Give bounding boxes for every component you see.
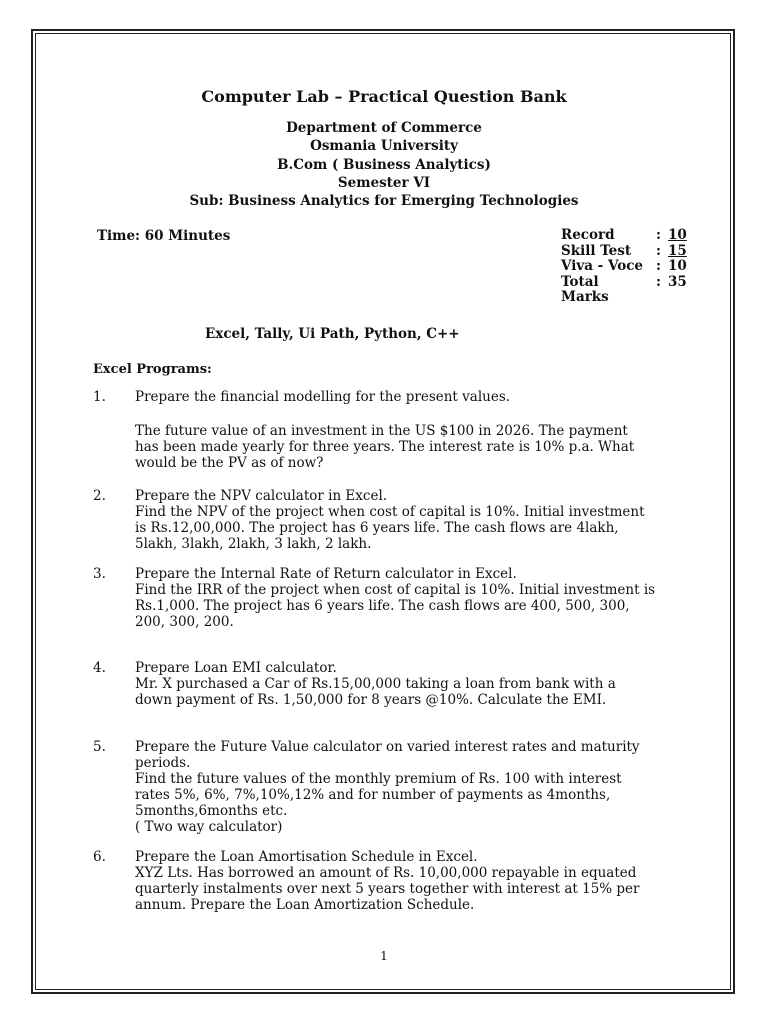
question-line: would be the PV as of now? xyxy=(135,455,324,471)
page-number: 1 xyxy=(380,949,388,963)
marks-separator: : xyxy=(656,258,661,274)
marks-row xyxy=(561,244,687,260)
marks-label: Total xyxy=(561,273,599,290)
question-line: periods. xyxy=(135,755,191,771)
question-line: down payment of Rs. 1,50,000 for 8 years @10%. Calculate the EMI. xyxy=(135,692,607,708)
question-line: XYZ Lts. Has borrowed an amount of Rs. 10,00,000 repayable in equated xyxy=(135,865,637,881)
question-line: annum. Prepare the Loan Amortization Schedule. xyxy=(135,897,475,913)
question-body xyxy=(135,739,675,835)
question-line: Prepare the Future Value calculator on varied interest rates and maturity xyxy=(135,739,640,755)
marks-value: 10 xyxy=(668,258,687,274)
marks-label: Marks xyxy=(561,289,609,305)
marks-label: Viva - Voce xyxy=(561,258,644,274)
header-department: Department of Commerce xyxy=(286,120,482,136)
question-number: 2. xyxy=(93,488,106,504)
question-line: 5months,6months etc. xyxy=(135,803,288,819)
question-line: Find the IRR of the project when cost of capital is 10%. Initial investment is xyxy=(135,582,656,598)
course-header xyxy=(0,119,768,210)
question-line: Prepare the NPV calculator in Excel. xyxy=(135,488,388,504)
question-line: Prepare the Loan Amortisation Schedule in Excel. xyxy=(135,849,478,865)
question-line: Prepare the Internal Rate of Return calculator in Excel. xyxy=(135,566,517,582)
marks-row xyxy=(561,259,687,275)
question-line: rates 5%, 6%, 7%,10%,12% and for number of payments as 4months, xyxy=(135,787,611,803)
question-number: 3. xyxy=(93,566,106,582)
question-body xyxy=(135,660,675,708)
marks-breakdown xyxy=(561,228,687,306)
question-line: 5lakh, 3lakh, 2lakh, 3 lakh, 2 lakh. xyxy=(135,536,372,552)
question-body xyxy=(135,389,675,471)
question-line: Find the future values of the monthly premium of Rs. 100 with interest xyxy=(135,771,622,787)
question-line: Mr. X purchased a Car of Rs.15,00,000 taking a loan from bank with a xyxy=(135,676,616,692)
question-line: quarterly instalments over next 5 years together with interest at 15% per xyxy=(135,881,640,897)
question-body xyxy=(135,566,675,630)
marks-label: Skill Test xyxy=(561,242,632,259)
question-line: 200, 300, 200. xyxy=(135,614,234,630)
section-heading: Excel Programs: xyxy=(93,362,212,377)
question-line: is Rs.12,00,000. The project has 6 years life. The cash flows are 4lakh, xyxy=(135,520,619,536)
tools-list: Excel, Tally, Ui Path, Python, C++ xyxy=(205,326,460,342)
question-line: Prepare Loan EMI calculator. xyxy=(135,660,337,676)
question-number: 5. xyxy=(93,739,106,755)
document-title: Computer Lab – Practical Question Bank xyxy=(201,87,567,106)
header-subject: Sub: Business Analytics for Emerging Technologies xyxy=(189,193,579,210)
header-semester: Semester VI xyxy=(337,174,431,191)
question-body xyxy=(135,849,675,913)
question-line: has been made yearly for three years. The interest rate is 10% p.a. What xyxy=(135,439,635,455)
marks-row xyxy=(561,290,687,306)
marks-label: Record xyxy=(561,227,615,243)
marks-separator: : xyxy=(656,273,661,290)
exam-time: Time: 60 Minutes xyxy=(97,228,231,244)
marks-separator xyxy=(656,290,668,306)
question-line: Prepare the financial modelling for the present values. xyxy=(135,389,511,405)
marks-separator: : xyxy=(656,227,661,243)
question-number: 4. xyxy=(93,660,106,676)
question-number: 1. xyxy=(93,389,106,405)
marks-separator: : xyxy=(656,242,661,259)
question-line: ( Two way calculator) xyxy=(135,819,283,835)
marks-row xyxy=(561,275,687,291)
header-university: Osmania University xyxy=(310,138,458,155)
question-line: Rs.1,000. The project has 6 years life. The cash flows are 400, 500, 300, xyxy=(135,598,630,614)
marks-row xyxy=(561,228,687,244)
marks-value: 35 xyxy=(668,273,687,290)
question-line: The future value of an investment in the US $100 in 2026. The payment xyxy=(135,423,628,439)
header-program: B.Com ( Business Analytics) xyxy=(277,156,491,173)
question-body xyxy=(135,488,675,552)
marks-value: 15 xyxy=(668,242,687,259)
marks-value: 10 xyxy=(668,227,687,243)
question-line: Find the NPV of the project when cost of capital is 10%. Initial investment xyxy=(135,504,645,520)
question-number: 6. xyxy=(93,849,106,865)
